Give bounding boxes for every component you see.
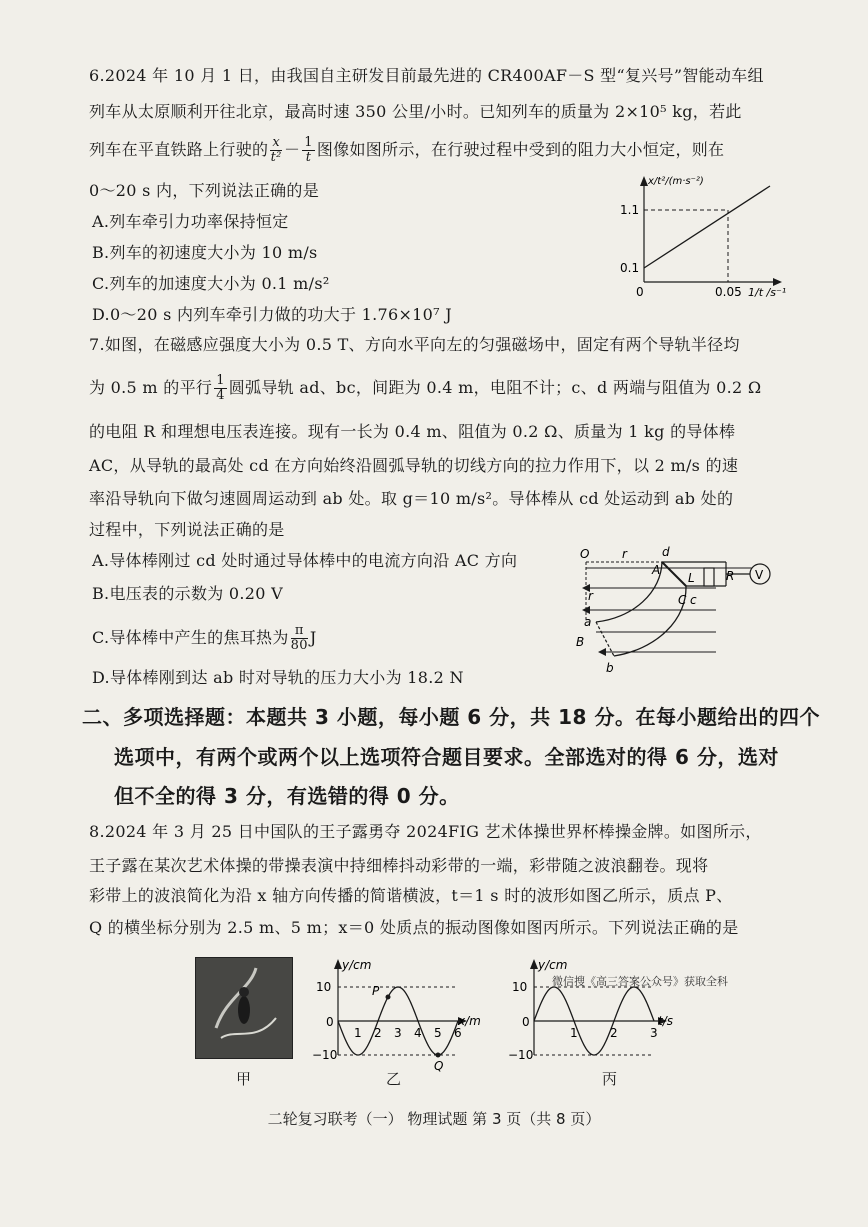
q8-yi-tick-2: 2 bbox=[374, 1026, 382, 1040]
q6-frac-x-den: t² bbox=[270, 150, 282, 165]
q6-frac-t-num: 1 bbox=[304, 135, 313, 150]
watermark-text: 微信搜《高三答案公众号》获取全科 bbox=[552, 975, 728, 988]
q7-frac-pi-80 bbox=[291, 624, 308, 653]
q7-optc-num: π bbox=[291, 624, 308, 639]
section2-line3: 但不全的得 3 分，有选错的得 0 分。 bbox=[114, 784, 460, 808]
section2-line1: 二、多项选择题：本题共 3 小题，每小题 6 分，共 18 分。在每小题给出的四个 bbox=[82, 705, 820, 729]
q6-x1-label: 0.05 bbox=[715, 285, 742, 299]
q6-y-arrow bbox=[640, 176, 648, 186]
q7-label-R: R bbox=[726, 569, 735, 583]
q6-frac-1-over-t bbox=[302, 136, 315, 165]
q7-option-c-pre: C.导体棒中产生的焦耳热为 bbox=[92, 628, 289, 647]
q8-yi-tick-6: 6 bbox=[454, 1026, 462, 1040]
q8-yi-point-Q bbox=[436, 1053, 441, 1058]
q7-option-a: A.导体棒刚过 cd 处时通过导体棒中的电流方向沿 AC 方向 bbox=[92, 551, 518, 570]
q6-option-b: B.列车的初速度大小为 10 m/s bbox=[92, 243, 318, 262]
q6-x-arrow bbox=[773, 278, 782, 286]
q7-line4: AC，从导轨的最高处 cd 在方向始终沿圆弧导轨的切线方向的拉力作用下，以 2 m/s 的速 bbox=[89, 456, 739, 475]
q6-line1: 6.2024 年 10 月 1 日，由我国自主研发目前最先进的 CR400AF－S 型“复兴号”智能动车组 bbox=[89, 66, 764, 85]
q8-yi-origin-label: 0 bbox=[326, 1015, 334, 1029]
q7-option-b: B.电压表的示数为 0.20 V bbox=[92, 584, 283, 603]
q8-yi-xlabel: x/m bbox=[458, 1014, 481, 1028]
q6-line2: 列车从太原顺利开往北京，最高时速 350 公里/小时。已知列车的质量为 2×10⁵ kg，若此 bbox=[89, 102, 742, 121]
q6-option-a: A.列车牵引力功率保持恒定 bbox=[92, 212, 289, 231]
q7-label-O: O bbox=[580, 547, 590, 561]
q6-line3 bbox=[89, 136, 724, 165]
q8-bing-xlabel: t/s bbox=[658, 1014, 673, 1028]
q7-label-A: A bbox=[652, 563, 661, 577]
q7-frac-quarter bbox=[214, 374, 227, 403]
q8-yi-yneg-label: −10 bbox=[312, 1048, 338, 1062]
q8-yi-tick-5: 5 bbox=[434, 1026, 442, 1040]
gymnast-photo bbox=[195, 957, 293, 1059]
q8-yi-tick-4: 4 bbox=[414, 1026, 422, 1040]
q8-bing-yneg-label: −10 bbox=[508, 1048, 534, 1062]
q8-yi-y-arrow bbox=[334, 959, 342, 969]
q7-label-L: L bbox=[688, 571, 695, 585]
q7-label-r2: r bbox=[588, 589, 593, 603]
q7-resistor-symbol bbox=[704, 568, 714, 586]
q6-ylabel: x/t²/(m·s⁻²) bbox=[648, 176, 704, 187]
q6-y0-label: 0.1 bbox=[620, 261, 640, 275]
q7-option-c-post: J bbox=[309, 628, 317, 647]
q7-line2 bbox=[89, 374, 761, 403]
gymnast-photo-art bbox=[196, 958, 292, 1058]
q7-line2-post: 圆弧导轨 ad、bc，间距为 0.4 m，电阻不计；c、d 两端与阻值为 0.2 Ω bbox=[228, 378, 762, 397]
q6-frac-t-den: t bbox=[305, 150, 312, 165]
q7-line2-pre: 为 0.5 m 的平行 bbox=[89, 378, 213, 397]
q7-line5: 率沿导轨向下做匀速圆周运动到 ab 处。取 g＝10 m/s²。导体棒从 cd 处运动到 ab 处的 bbox=[89, 489, 734, 508]
q8-vibration-graph bbox=[508, 955, 698, 1065]
q8-yi-tick-3: 3 bbox=[394, 1026, 402, 1040]
q6-frac-x-over-t2 bbox=[270, 136, 282, 165]
q7-rod-AC bbox=[662, 562, 686, 586]
q7-option-d: D.导体棒刚到达 ab 时对导轨的压力大小为 18.2 N bbox=[92, 668, 464, 687]
q6-graph bbox=[610, 172, 790, 307]
q7-option-c bbox=[92, 624, 317, 653]
q7-label-b: b bbox=[606, 661, 614, 675]
caption-bing: 丙 bbox=[602, 1070, 618, 1088]
q8-line3: 彩带上的波浪简化为沿 x 轴方向传播的简谐横波，t＝1 s 时的波形如图乙所示，质点 P、 bbox=[89, 886, 733, 905]
caption-yi: 乙 bbox=[386, 1070, 402, 1088]
q6-y1-label: 1.1 bbox=[620, 203, 640, 217]
q6-data-line bbox=[644, 186, 770, 268]
q8-bing-tick-3: 3 bbox=[650, 1026, 658, 1040]
q7-line1: 7.如图，在磁感应强度大小为 0.5 T、方向水平向左的匀强磁场中，固定有两个导轨半径均 bbox=[89, 335, 740, 354]
q8-yi-label-Q: Q bbox=[434, 1059, 444, 1073]
q7-optc-den: 80 bbox=[290, 638, 308, 653]
q8-bing-y-arrow bbox=[530, 959, 538, 969]
q7-label-V: V bbox=[755, 568, 764, 582]
page-footer: 二轮复习联考（一） 物理试题 第 3 页（共 8 页） bbox=[267, 1110, 601, 1128]
q7-label-B: B bbox=[576, 635, 585, 649]
q7-label-r1: r bbox=[622, 547, 627, 561]
q8-yi-point-P bbox=[386, 994, 391, 999]
q6-xlabel: 1/t /s⁻¹ bbox=[748, 286, 787, 299]
q6-option-d: D.0～20 s 内列车牵引力做的功大于 1.76×10⁷ J bbox=[92, 305, 452, 324]
q6-line3-post: 图像如图所示，在行驶过程中受到的阻力大小恒定，则在 bbox=[316, 140, 725, 159]
q8-bing-tick-1: 1 bbox=[570, 1026, 578, 1040]
q8-yi-tick-1: 1 bbox=[354, 1026, 362, 1040]
q8-yi-ypos-label: 10 bbox=[316, 980, 332, 994]
q8-line1: 8.2024 年 3 月 25 日中国队的王子露勇夺 2024FIG 艺术体操世界杯棒操金牌。如图所示， bbox=[89, 822, 762, 841]
q6-dash: － bbox=[283, 140, 301, 159]
q7-frac-num: 1 bbox=[216, 373, 225, 388]
q8-bing-ypos-label: 10 bbox=[512, 980, 528, 994]
q8-wave-graph bbox=[312, 955, 502, 1073]
section2-line2: 选项中，有两个或两个以上选项符合题目要求。全部选对的得 6 分，选对 bbox=[114, 745, 779, 769]
q6-line4: 0～20 s 内，下列说法正确的是 bbox=[89, 181, 320, 200]
q7-label-a: a bbox=[584, 615, 592, 629]
q7-line6: 过程中，下列说法正确的是 bbox=[89, 520, 285, 539]
q6-option-c: C.列车的加速度大小为 0.1 m/s² bbox=[92, 274, 330, 293]
caption-jia: 甲 bbox=[236, 1070, 252, 1088]
q6-origin-label: 0 bbox=[636, 285, 644, 299]
q7-figure bbox=[566, 544, 786, 680]
q8-bing-origin-label: 0 bbox=[522, 1015, 530, 1029]
q8-yi-ylabel: y/cm bbox=[342, 958, 372, 972]
q6-frac-x-num: x bbox=[272, 135, 280, 150]
q7-label-c: c bbox=[690, 593, 697, 607]
q7-frac-den: 4 bbox=[216, 388, 225, 403]
q7-line3: 的电阻 R 和理想电压表连接。现有一长为 0.4 m、阻值为 0.2 Ω、质量为 1 kg 的导体棒 bbox=[89, 422, 736, 441]
q8-yi-label-P: P bbox=[372, 983, 380, 998]
q8-line4: Q 的横坐标分别为 2.5 m、5 m；x＝0 处质点的振动图像如图丙所示。下列说法正确的是 bbox=[89, 918, 739, 937]
q8-bing-ylabel: y/cm bbox=[538, 958, 568, 972]
q7-label-C: C bbox=[678, 593, 687, 607]
q6-line3-pre: 列车在平直铁路上行驶的 bbox=[89, 140, 269, 159]
q7-arc-bc bbox=[614, 586, 686, 656]
q7-arrow-3 bbox=[598, 648, 606, 656]
q8-line2: 王子露在某次艺术体操的带操表演中持细棒抖动彩带的一端，彩带随之波浪翻卷。现将 bbox=[89, 856, 709, 875]
q7-label-d: d bbox=[662, 545, 670, 559]
q8-bing-tick-2: 2 bbox=[610, 1026, 618, 1040]
